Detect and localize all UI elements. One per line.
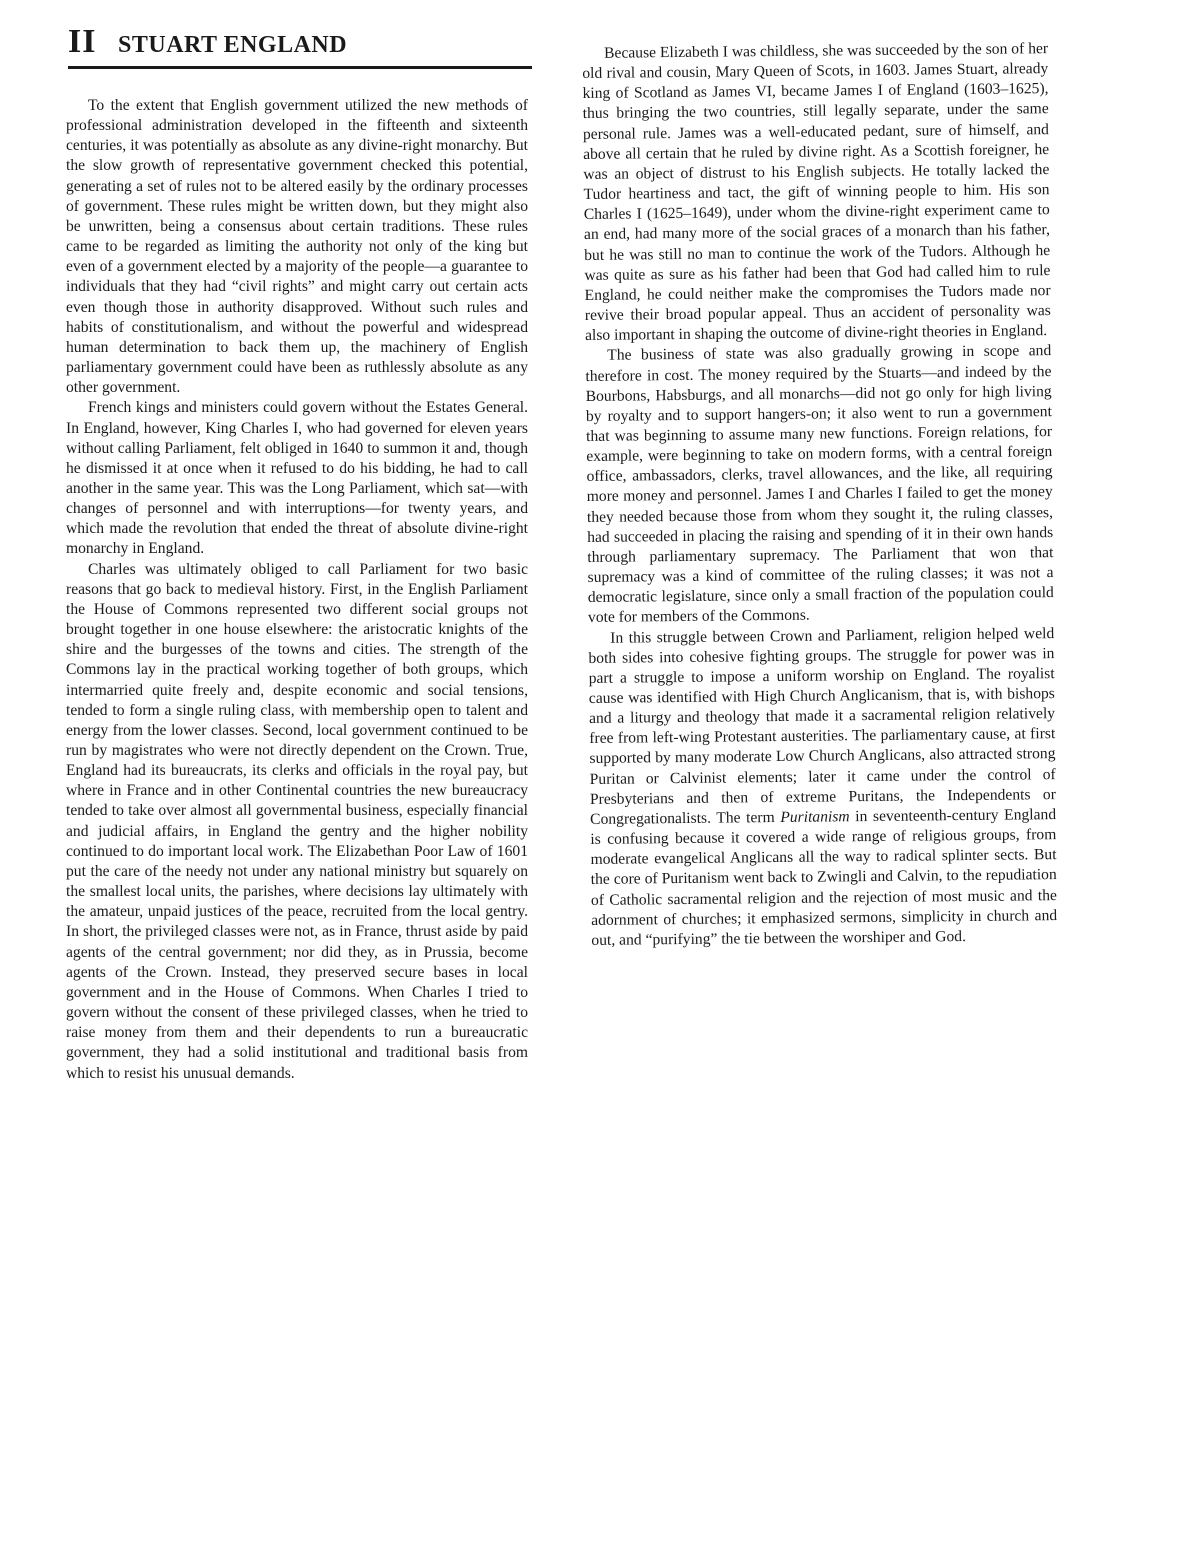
paragraph: French kings and ministers could govern without the Estates General. In England, however, King Charles I, who had governed for eleven years without calling Parliament, felt obliged in 1640 to summon it and, though he dismissed it at once when it refused to do his bidding, he had to call another in the same year. This was the Long Parliament, which sat—with changes of personnel and with interruptions—for twenty years, and which made the revolution that ended the threat of absolute divine-right monarchy in England. xyxy=(66,399,528,558)
paragraph xyxy=(588,624,1057,951)
italic-term: Puritanism xyxy=(780,808,850,826)
paragraph: To the extent that English government utilized the new methods of professional administration developed in the fifteenth and sixteenth centuries, it was potentially as absolute as any divine-right monarchy. But the slow growth of representative government checked this potential, generating a set of rules not to be altered easily by the ordinary processes of government. These rules might be written down, but they might also be unwritten, being a consensus about certain traditions. These rules came to be regarded as limiting the authority not only of the king but even of a government elected by a majority of the people—a guarantee to individuals that they had “civil rights” and might carry out certain acts even though those in authority disapproved. Without such rules and habits of constitutionalism, and without the powerful and widespread human determination to back them up, the machinery of English parliamentary government could have been as ruthlessly absolute as any other government. xyxy=(66,97,528,397)
section-header xyxy=(68,22,532,72)
paragraph-text: In this struggle between Crown and Parliament, religion helped weld both sides into cohesive fighting groups. The struggle for power was in part a struggle to impose a uniform worship on England. The royalist cause was identified with High Church Anglicanism, that is, with bishops and a liturgy and theology that made it a sacramental religion relatively free from left-wing Protestant austerities. The parliamentary cause, at first supported by many moderate Low Church Anglicans, also attracted strong Puritan or Calvinist elements; later it came under the control of Presbyterians and then of extreme Puritans, the Independents or Congregationalists. The term xyxy=(588,624,1056,828)
header-rule xyxy=(68,66,532,69)
section-number: II xyxy=(68,23,97,60)
left-column xyxy=(66,96,528,1084)
paragraph: The business of state was also gradually growing in scope and therefore in cost. The money required by the Stuarts—and indeed by the Bourbons, Habsburgs, and all monarchs—did not go only for high living by royalty and to support hangers-on; it also went to run a government that was beginning to assume many new functions. Foreign relations, for example, were beginning to take on modern forms, with a central foreign office, ambassadors, clerks, travel allowances, and the like, all requiring more money and personnel. James I and Charles I failed to get the money they needed because those from whom they sought it, the ruling classes, had succeeded in placing the raising and spending of it in their own hands through parliamentary supremacy. The Parliament that won that supremacy was a kind of committee of the ruling classes; it was not a democratic legislature, since only a small fraction of the population could vote for members of the Commons. xyxy=(585,342,1054,627)
section-title: STUART ENGLAND xyxy=(118,32,348,58)
paragraph: Because Elizabeth I was childless, she was succeeded by the son of her old rival and cousin, Mary Queen of Scots, in 1603. James Stuart, already king of Scotland as James VI, became James I of England (1603–1625), thus bringing the two countries, still legally separate, under the same personal rule. James was a well-educated pedant, sure of himself, and above all certain that he ruled by divine right. As a Scottish foreigner, he was an object of distrust to his English subjects. He totally lacked the Tudor heartiness and tact, the gift of winning people to him. His son Charles I (1625–1649), under whom the divine-right experiment came to an end, had many more of the social graces of a monarch than his father, but he was still no man to continue the work of the Tudors. Although he was quite as sure as his father had been that God had called him to rule England, he could neither make the compromises the Tudors made nor revive their broad popular appeal. Thus an accident of personality was also important in shaping the outcome of divine-right theories in England. xyxy=(582,40,1051,345)
paragraph-text: in seventeenth-century England is confusing because it covered a wide range of religious groups, from moderate evangelical Anglicans all the way to radical splinter sects. But the core of Puritanism went back to Zwingli and Calvin, to the repudiation of Catholic sacramental religion and the rejection of most music and the adornment of churches; it emphasized sermons, simplicity in church and out, and “purifying” the tie between the worshiper and God. xyxy=(590,806,1058,949)
paragraph: Charles was ultimately obliged to call Parliament for two basic reasons that go back to medieval history. First, in the English Parliament the House of Commons represented two different social groups not brought together in one house elsewhere: the aristocratic knights of the shire and the burgesses of the towns and cities. The strength of the Commons lay in the practical working together of both groups, which intermarried quite freely and, despite economic and social tensions, tended to form a single ruling class, with membership open to talent and energy from the lower classes. Second, local government continued to be run by magistrates who were not directly dependent on the Crown. True, England had its bureaucrats, its clerks and officials in the royal pay, but where in France and in other Continental countries the new bureaucracy tended to take over almost all governmental business, especially financial and judicial affairs, in England the gentry and the higher nobility continued to do important local work. The Elizabethan Poor Law of 1601 put the care of the needy not under any national ministry but squarely on the smallest local units, the parishes, where decisions lay ultimately with the amateur, unpaid justices of the peace, recruited from the local gentry. In short, the privileged classes were not, as in France, thrust aside by paid agents of the central government; nor did they, as in Prussia, become agents of the Crown. Instead, they preserved secure bases in local government and in the House of Commons. When Charles I tried to govern without the consent of these privileged classes, when he tried to raise money from them and their dependents to run a bureaucratic government, they had a solid institutional and traditional basis from which to resist his unusual demands. xyxy=(66,560,528,1082)
right-column xyxy=(582,39,1057,951)
